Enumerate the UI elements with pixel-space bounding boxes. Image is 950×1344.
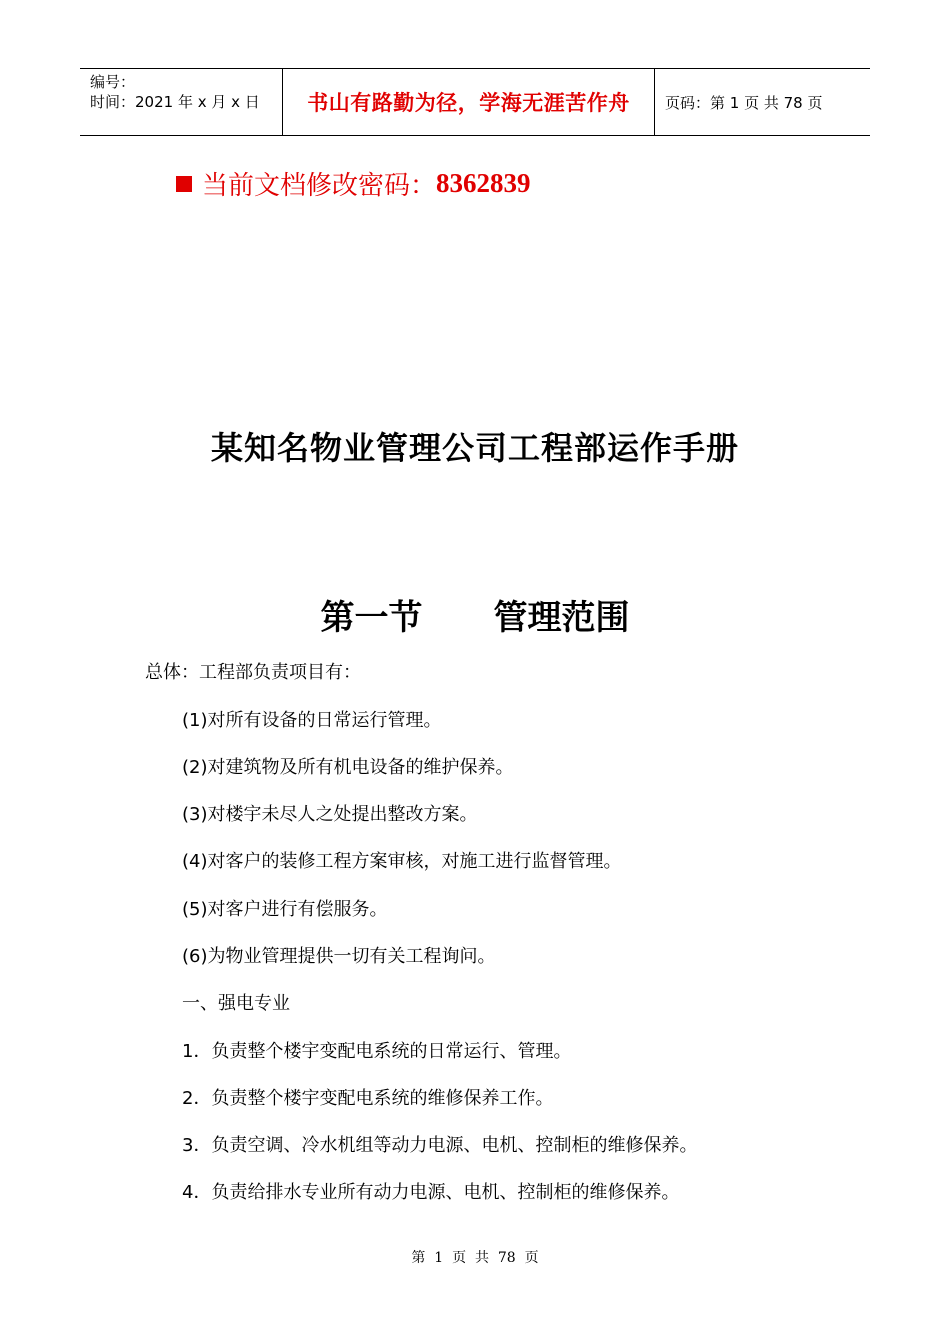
- list-item: [182, 847, 622, 873]
- list-item: [182, 706, 442, 732]
- item-number: (4): [182, 851, 208, 872]
- password-code: 8362839: [436, 168, 531, 198]
- header-motto-cell: [282, 69, 655, 135]
- page-footer: 第 1 页 共 78 页: [411, 1250, 539, 1266]
- duty-text: 负责整个楼宇变配电系统的日常运行、管理。: [211, 1041, 572, 1062]
- item-text: 对楼宇未尽人之处提出整改方案。: [207, 804, 478, 825]
- subsection-heading: 一、强电专业: [182, 993, 290, 1014]
- item-number: (2): [182, 757, 208, 778]
- duty-number: 3．: [182, 1135, 212, 1156]
- item-number: (5): [182, 899, 208, 920]
- duty-text: 负责给排水专业所有动力电源、电机、控制柜的维修保养。: [211, 1182, 680, 1203]
- duty-item: [182, 1131, 697, 1157]
- duty-item: [182, 1037, 571, 1063]
- time-label: 时间：2021 年 x 月 x 日: [90, 93, 260, 111]
- list-item: [182, 800, 478, 826]
- list-item: [182, 942, 496, 968]
- section-title: 第一节 管理范围: [320, 598, 630, 638]
- number-label: 编号：: [90, 73, 136, 91]
- duty-item: [182, 1084, 553, 1110]
- page-info: 页码：第 1 页 共 78 页: [665, 93, 823, 112]
- item-text: 对建筑物及所有机电设备的维护保养。: [207, 757, 514, 778]
- duty-number: 2．: [182, 1088, 212, 1109]
- document-header: [80, 68, 870, 136]
- list-item: [182, 895, 388, 921]
- square-bullet-icon: [176, 176, 192, 192]
- duty-text: 负责空调、冷水机组等动力电源、电机、控制柜的维修保养。: [211, 1135, 698, 1156]
- item-text: 对所有设备的日常运行管理。: [207, 710, 442, 731]
- item-text: 为物业管理提供一切有关工程询问。: [207, 946, 496, 967]
- password-label: 当前文档修改密码：: [202, 171, 437, 201]
- duty-item: [182, 1178, 679, 1204]
- item-text: 对客户的装修工程方案审核，对施工进行监督管理。: [207, 851, 622, 872]
- item-text: 对客户进行有偿服务。: [207, 899, 388, 920]
- duty-text: 负责整个楼宇变配电系统的维修保养工作。: [211, 1088, 554, 1109]
- document-title: 某知名物业管理公司工程部运作手册: [210, 429, 739, 467]
- item-number: (6): [182, 946, 208, 967]
- intro-text: 总体：工程部负责项目有：: [145, 662, 361, 683]
- duty-number: 1．: [182, 1041, 212, 1062]
- header-page-cell: [655, 69, 870, 135]
- password-line: [176, 165, 531, 202]
- item-number: (3): [182, 804, 208, 825]
- item-number: (1): [182, 710, 208, 731]
- motto: 书山有路勤为径，学海无涯苦作舟: [307, 90, 630, 115]
- header-meta-cell: [80, 69, 282, 135]
- list-item: [182, 753, 514, 779]
- duty-number: 4．: [182, 1182, 212, 1203]
